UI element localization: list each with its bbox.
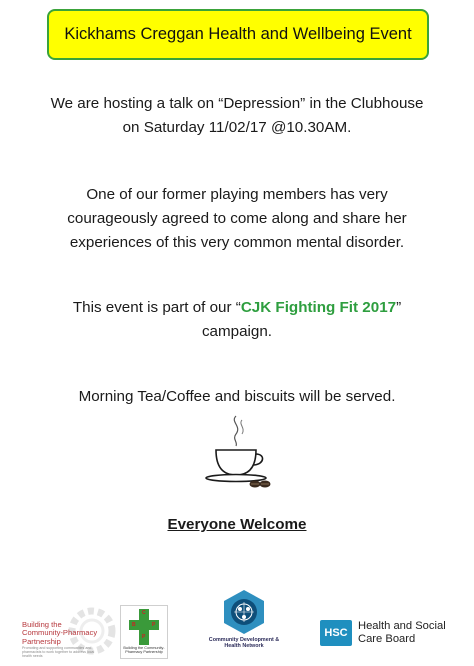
campaign-paragraph [0, 296, 474, 344]
campaign-line-2: campaign. [201, 323, 273, 340]
talk-line-2: on Saturday 11/02/17 @10.30AM. [122, 119, 352, 136]
coffee-cup-icon [202, 412, 274, 492]
campaign-text-before: This event is part of our “ [72, 299, 241, 316]
campaign-text-after: ” [396, 299, 402, 316]
green-cross-icon [120, 605, 168, 659]
cross-letter-p1: P [152, 622, 156, 628]
talk-line-1: We are hosting a talk on “Depression” in the Clubhouse [50, 95, 424, 112]
speaker-paragraph [0, 183, 474, 255]
hsc-badge: HSC [320, 620, 352, 646]
refreshments-paragraph: Morning Tea/Coffee and biscuits will be served. [78, 388, 396, 405]
talk-announcement [0, 92, 474, 140]
cross-letter-p2: P [142, 634, 146, 640]
pharmacy-partnership-logo [22, 603, 165, 659]
cdhn-logo [205, 588, 283, 658]
cdhn-emblem-icon [218, 588, 270, 636]
page-title: Kickhams Creggan Health and Wellbeing Event [64, 25, 412, 43]
cross-letter-c: C [142, 610, 146, 616]
hsc-logo-text: Health and Social Care Board [358, 620, 446, 645]
pharmacy-logo-text: Building the Community-Pharmacy Partnership [22, 620, 98, 646]
speaker-line-1: One of our former playing members has very [86, 186, 388, 203]
cross-logo-text: Building the Community-Pharmacy Partnership [123, 646, 165, 655]
pharmacy-logo-subtext: Promoting and supporting communities and pharmacists to work together to address local health needs [22, 646, 95, 659]
speaker-line-3: experiences of this very common mental disorder. [69, 234, 405, 251]
cross-letter-b: B [132, 622, 136, 628]
cdhn-logo-text: Community Development & Health Network [208, 637, 280, 650]
campaign-name: CJK Fighting Fit 2017 [240, 299, 397, 316]
everyone-welcome: Everyone Welcome [167, 516, 307, 533]
speaker-line-2: courageously agreed to come along and share her [67, 210, 407, 227]
title-banner [47, 9, 429, 60]
hsc-logo [320, 617, 462, 651]
